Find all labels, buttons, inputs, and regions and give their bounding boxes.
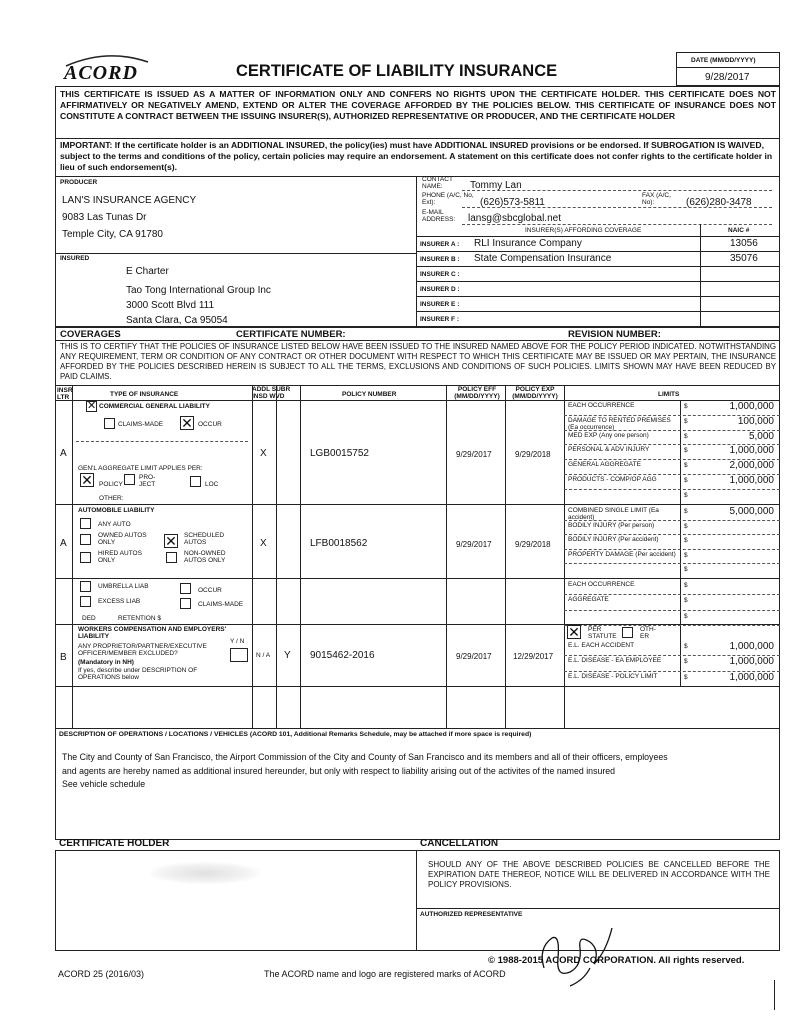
limit-dollar: $	[684, 477, 688, 484]
gl-addl-insd: X	[260, 448, 267, 459]
contact-email: lansg@sbcglobal.net	[468, 213, 561, 224]
insurer-label: INSURER D :	[420, 286, 460, 293]
wc-na: N / A	[256, 652, 271, 659]
auto-addl-insd: X	[260, 538, 267, 549]
limit-label: PROPERTY DAMAGE (Per accident)	[568, 550, 676, 558]
limit-value: 1,000,000	[729, 641, 774, 652]
wc-yn: Y / N	[230, 638, 245, 645]
coverages-text: THIS IS TO CERTIFY THAT THE POLICIES OF INSURANCE LISTED BELOW HAVE BEEN ISSUED TO THE INSURED NAMED ABOVE FOR THE POLICY PERIOD INDICATED. NOTWITHSTANDING ANY REQUIREMENT, TERM OR CONDITION OF ANY CONTRACT OR OTHER DOCUMENT WITH RESPECT TO WHICH THIS CERTIFICATE MAY BE ISSUED OR MAY PERTAIN, THE INSURANCE AFFORDED BY THE POLICIES DESCRIBED HEREIN IS SUBJECT TO ALL THE TERMS, EXCLUSIONS AND CONDITIONS OF SUCH POLICIES. LIMITS SHOWN MAY HAVE BEEN REDUCED BY PAID CLAIMS.	[60, 342, 776, 381]
auto-owned: OWNED AUTOS ONLY	[98, 532, 147, 546]
authorized-rep-label: AUTHORIZED REPRESENTATIVE	[420, 911, 523, 918]
wc-title: WORKERS COMPENSATION AND EMPLOYERS' LIABILITY	[78, 626, 227, 640]
cancellation-label: CANCELLATION	[420, 838, 499, 849]
umbrella-occur-checkbox[interactable]	[180, 583, 191, 594]
wc-insr-ltr: B	[60, 652, 67, 663]
limit-label: MED EXP (Any one person)	[568, 431, 649, 439]
col-eff: POLICY EFF (MM/DD/YYYY)	[454, 386, 500, 400]
umbrella-checkbox[interactable]	[80, 581, 91, 592]
limit-dollar: $	[684, 508, 688, 515]
contact-phone-label: PHONE (A/C, No, Ext):	[422, 192, 474, 206]
insurer-label: INSURER E :	[420, 301, 460, 308]
insurer-label: INSURER C :	[420, 271, 460, 278]
limit-label: DAMAGE TO RENTED PREMISES (Ea occurrence)	[568, 416, 671, 431]
auto-title: AUTOMOBILE LIABILITY	[78, 507, 155, 514]
insurers-heading: INSURER(S) AFFORDING COVERAGE	[525, 227, 642, 234]
producer-name: LAN'S INSURANCE AGENCY	[62, 195, 197, 206]
umbrella-claims-made-checkbox[interactable]	[180, 598, 191, 609]
contact-fax-label: FAX (A/C, No):	[642, 192, 671, 206]
auto-scheduled-checkbox[interactable]: ✕	[165, 533, 177, 549]
revision-number-label: REVISION NUMBER:	[568, 329, 661, 340]
insurer-label: INSURER F :	[420, 316, 459, 323]
limit-dollar: $	[684, 658, 688, 666]
limit-value: 1,000,000	[729, 445, 774, 457]
limit-label: E.L. DISEASE - POLICY LIMIT	[568, 672, 658, 680]
gl-project: PRO- JECT	[139, 474, 156, 488]
contact-email-label: E-MAIL ADDRESS:	[422, 209, 456, 223]
wc-per-statute: PER STATUTE	[588, 626, 617, 640]
limit-label: PRODUCTS - COMP/OP AGG	[568, 476, 657, 483]
insured-line2: Tao Tong International Group Inc	[126, 285, 271, 296]
producer-label: PRODUCER	[60, 179, 98, 186]
auto-scheduled: SCHEDULED AUTOS	[184, 532, 225, 546]
description-line3: See vehicle schedule	[62, 779, 146, 789]
limit-label: EACH OCCURRENCE	[568, 402, 635, 409]
gl-project-checkbox[interactable]	[124, 474, 135, 485]
wc-subr: Y	[284, 650, 291, 661]
gl-claims-made: CLAIMS-MADE	[118, 421, 164, 428]
auto-owned-checkbox[interactable]	[80, 534, 91, 545]
auto-any-checkbox[interactable]	[80, 518, 91, 529]
gl-policy-number: LGB0015752	[310, 448, 369, 459]
auto-exp-date: 9/29/2018	[515, 540, 551, 549]
gl-occur-checkbox[interactable]: ✕	[181, 415, 193, 431]
description-line1: The City and County of San Francisco, the Airport Commission of the City and County of San Francisco and its members and all of their officers, employees	[62, 752, 668, 762]
umbrella-claims-made: CLAIMS-MADE	[198, 601, 244, 608]
naic-label: NAIC #	[728, 227, 750, 234]
gl-loc-checkbox[interactable]	[190, 476, 201, 487]
insured-line4: Santa Clara, Ca 95054	[126, 315, 228, 326]
contact-name: Tommy Lan	[470, 180, 522, 191]
page-title: CERTIFICATE OF LIABILITY INSURANCE	[236, 62, 558, 80]
insured-line3: 3000 Scott Blvd 111	[126, 300, 215, 311]
col-exp: POLICY EXP (MM/DD/YYYY)	[512, 386, 558, 400]
umbrella-retention: RETENTION $	[118, 615, 161, 622]
auto-hired-checkbox[interactable]	[80, 552, 91, 563]
umbrella-ded: DED	[82, 615, 96, 622]
coverages-label: COVERAGES	[60, 329, 121, 340]
insured-label: INSURED	[60, 255, 90, 262]
gl-other: OTHER:	[99, 495, 124, 502]
holder-address-smudge	[150, 862, 260, 884]
gl-loc: LOC	[205, 481, 219, 488]
description-label: DESCRIPTION OF OPERATIONS / LOCATIONS / VEHICLES (ACORD 101, Additional Remarks Schedule, may be attached if more space is required)	[59, 731, 532, 738]
limit-dollar: $	[684, 673, 688, 681]
date-label: DATE (MM/DD/YYYY)	[691, 57, 756, 64]
acord-logo-text: ACORD	[64, 62, 138, 84]
limit-value: 2,000,000	[729, 460, 774, 472]
limit-dollar: $	[684, 551, 688, 559]
limit-label: BODILY INJURY (Per accident)	[568, 536, 659, 544]
limit-dollar: $	[684, 612, 688, 620]
col-addl-subr: ADDL SUBR INSD WVD	[252, 386, 291, 400]
wc-exp-date: 12/29/2017	[513, 652, 554, 661]
wc-eff-date: 9/29/2017	[456, 652, 492, 661]
gl-policy: POLICY	[99, 481, 123, 488]
producer-address1: 9083 Las Tunas Dr	[62, 212, 147, 223]
signature-icon	[530, 908, 640, 988]
certificate-holder-label: CERTIFICATE HOLDER	[59, 838, 170, 849]
col-limits: LIMITS	[658, 391, 680, 398]
limit-label: AGGREGATE	[568, 596, 609, 604]
limit-dollar: $	[684, 522, 688, 530]
gl-exp-date: 9/29/2018	[515, 450, 551, 459]
limit-dollar: $	[684, 417, 688, 425]
contact-phone: (626)573-5811	[480, 197, 545, 208]
auto-non-owned-checkbox[interactable]	[166, 552, 177, 563]
insurer-naic: 13056	[730, 238, 758, 249]
insured-line1: E Charter	[126, 266, 169, 277]
wc-oth-er: OTH- ER	[640, 626, 656, 640]
limit-value: 5,000	[748, 430, 774, 442]
gl-eff-date: 9/29/2017	[456, 450, 492, 459]
cert-number-label: CERTIFICATE NUMBER:	[236, 329, 346, 340]
limit-dollar: $	[684, 447, 688, 455]
wc-excluded-checkbox[interactable]	[230, 648, 248, 662]
limit-dollar: $	[684, 582, 688, 589]
limit-value: 1,000,000	[729, 475, 774, 486]
limit-value: 1,000,000	[729, 401, 774, 412]
umbrella-occur: OCCUR	[198, 587, 222, 594]
form-number: ACORD 25 (2016/03)	[58, 969, 145, 979]
limit-dollar: $	[684, 537, 688, 545]
auto-hired: HIRED AUTOS ONLY	[98, 550, 142, 564]
limit-value: 1,000,000	[729, 671, 774, 683]
wc-describe: If yes, describe under DESCRIPTION OF OPERATIONS below	[78, 667, 198, 681]
limit-label: BODILY INJURY (Per person)	[568, 521, 655, 529]
insurer-label: INSURER B :	[420, 256, 460, 263]
acord-logo	[62, 52, 152, 84]
gl-claims-made-checkbox[interactable]	[104, 418, 115, 429]
gl-policy-checkbox[interactable]: ✕	[81, 472, 93, 488]
limit-dollar: $	[684, 566, 688, 574]
col-type: TYPE OF INSURANCE	[110, 391, 179, 398]
auto-insr-ltr: A	[60, 538, 67, 549]
trademark: The ACORD name and logo are registered marks of ACORD	[264, 969, 506, 979]
notice-text: THIS CERTIFICATE IS ISSUED AS A MATTER OF INFORMATION ONLY AND CONFERS NO RIGHTS UPON THE CERTIFICATE HOLDER. THIS CERTIFICATE DOES NOT AFFIRMATIVELY OR NEGATIVELY AMEND, EXTEND OR ALTER THE COVERAGE AFFORDED BY THE POLICIES BELOW. THIS CERTIFICATE OF INSURANCE DOES NOT CONSTITUTE A CONTRACT BETWEEN THE ISSUING INSURER(S), AUTHORIZED REPRESENTATIVE OR PRODUCER, AND THE CERTIFICATE HOLDER	[60, 89, 776, 121]
umbrella-liab: UMBRELLA LIAB	[98, 583, 149, 590]
wc-per-statute-checkbox[interactable]: ✕	[568, 624, 580, 640]
wc-proprietor: ANY PROPRIETOR/PARTNER/EXECUTIVE OFFICER/MEMBER EXCLUDED?	[78, 643, 207, 657]
limit-value: 5,000,000	[729, 506, 774, 517]
limit-label: PERSONAL & ADV INJURY	[568, 446, 650, 454]
limit-dollar: $	[684, 462, 688, 470]
auto-any-auto: ANY AUTO	[98, 521, 131, 528]
insurer-name: State Compensation Insurance	[474, 253, 612, 264]
limit-label: EACH OCCURRENCE	[568, 581, 635, 588]
wc-oth-er-checkbox[interactable]	[622, 627, 633, 638]
col-policy-number: POLICY NUMBER	[342, 391, 397, 398]
gl-title: COMMERCIAL GENERAL LIABILITY	[99, 403, 210, 410]
copyright: © 1988-2015 ACORD CORPORATION. All rights reserved.	[488, 955, 745, 966]
insurer-naic: 35076	[730, 253, 758, 264]
limit-dollar: $	[684, 643, 688, 650]
gl-insr-ltr: A	[60, 448, 67, 459]
description-line2: and agents are hereby named as additional insured hereunder, but only with respect to liability arising out of the activites of the named insured	[62, 766, 616, 776]
excess-checkbox[interactable]	[80, 596, 91, 607]
limit-label: E.L. DISEASE - EA EMPLOYEE	[568, 657, 662, 665]
gl-agg-applies: GEN'L AGGREGATE LIMIT APPLIES PER:	[78, 465, 203, 472]
limit-dollar: $	[684, 491, 688, 499]
limit-label: GENERAL AGGREGATE	[568, 461, 641, 469]
gl-checkbox[interactable]: ✕	[87, 400, 97, 412]
cancellation-text: SHOULD ANY OF THE ABOVE DESCRIBED POLICIES BE CANCELLED BEFORE THE EXPIRATION DATE THEREOF, NOTICE WILL BE DELIVERED IN ACCORDANCE WITH THE POLICY PROVISIONS.	[428, 860, 770, 889]
important-text: IMPORTANT: If the certificate holder is an ADDITIONAL INSURED, the policy(ies) must have ADDITIONAL INSURED provisions or be endorsed. If SUBROGATION IS WAIVED, subject to the terms and conditions of the policy, certain policies may require an endorsement. A statement on this certificate does not confer rights to the certificate holder in lieu of such endorsement(s).	[60, 140, 773, 172]
excess-liab: EXCESS LIAB	[98, 598, 141, 605]
limit-dollar: $	[684, 403, 688, 410]
limit-value: 100,000	[737, 415, 774, 427]
contact-name-label: CONTACT NAME:	[422, 176, 453, 190]
gl-occur: OCCUR	[198, 421, 222, 428]
col-insr-ltr: INSR LTR	[57, 387, 73, 401]
producer-address2: Temple City, CA 91780	[62, 229, 163, 240]
limit-dollar: $	[684, 597, 688, 605]
auto-non-owned: NON-OWNED AUTOS ONLY	[184, 550, 226, 564]
limit-dollar: $	[684, 432, 688, 440]
limit-value: 1,000,000	[729, 656, 774, 668]
auto-policy-number: LFB0018562	[310, 538, 368, 549]
date-value: 9/28/2017	[705, 72, 750, 83]
limit-label: E.L. EACH ACCIDENT	[568, 642, 635, 649]
auto-eff-date: 9/29/2017	[456, 540, 492, 549]
contact-fax: (626)280-3478	[686, 197, 752, 208]
wc-policy-number: 9015462-2016	[310, 650, 375, 661]
insurer-name: RLI Insurance Company	[474, 238, 582, 249]
wc-mandatory: (Mandatory in NH)	[78, 659, 134, 666]
insurer-label: INSURER A :	[420, 241, 460, 248]
date-box	[676, 52, 780, 86]
limit-label: COMBINED SINGLE LIMIT (Ea accident)	[568, 507, 659, 521]
